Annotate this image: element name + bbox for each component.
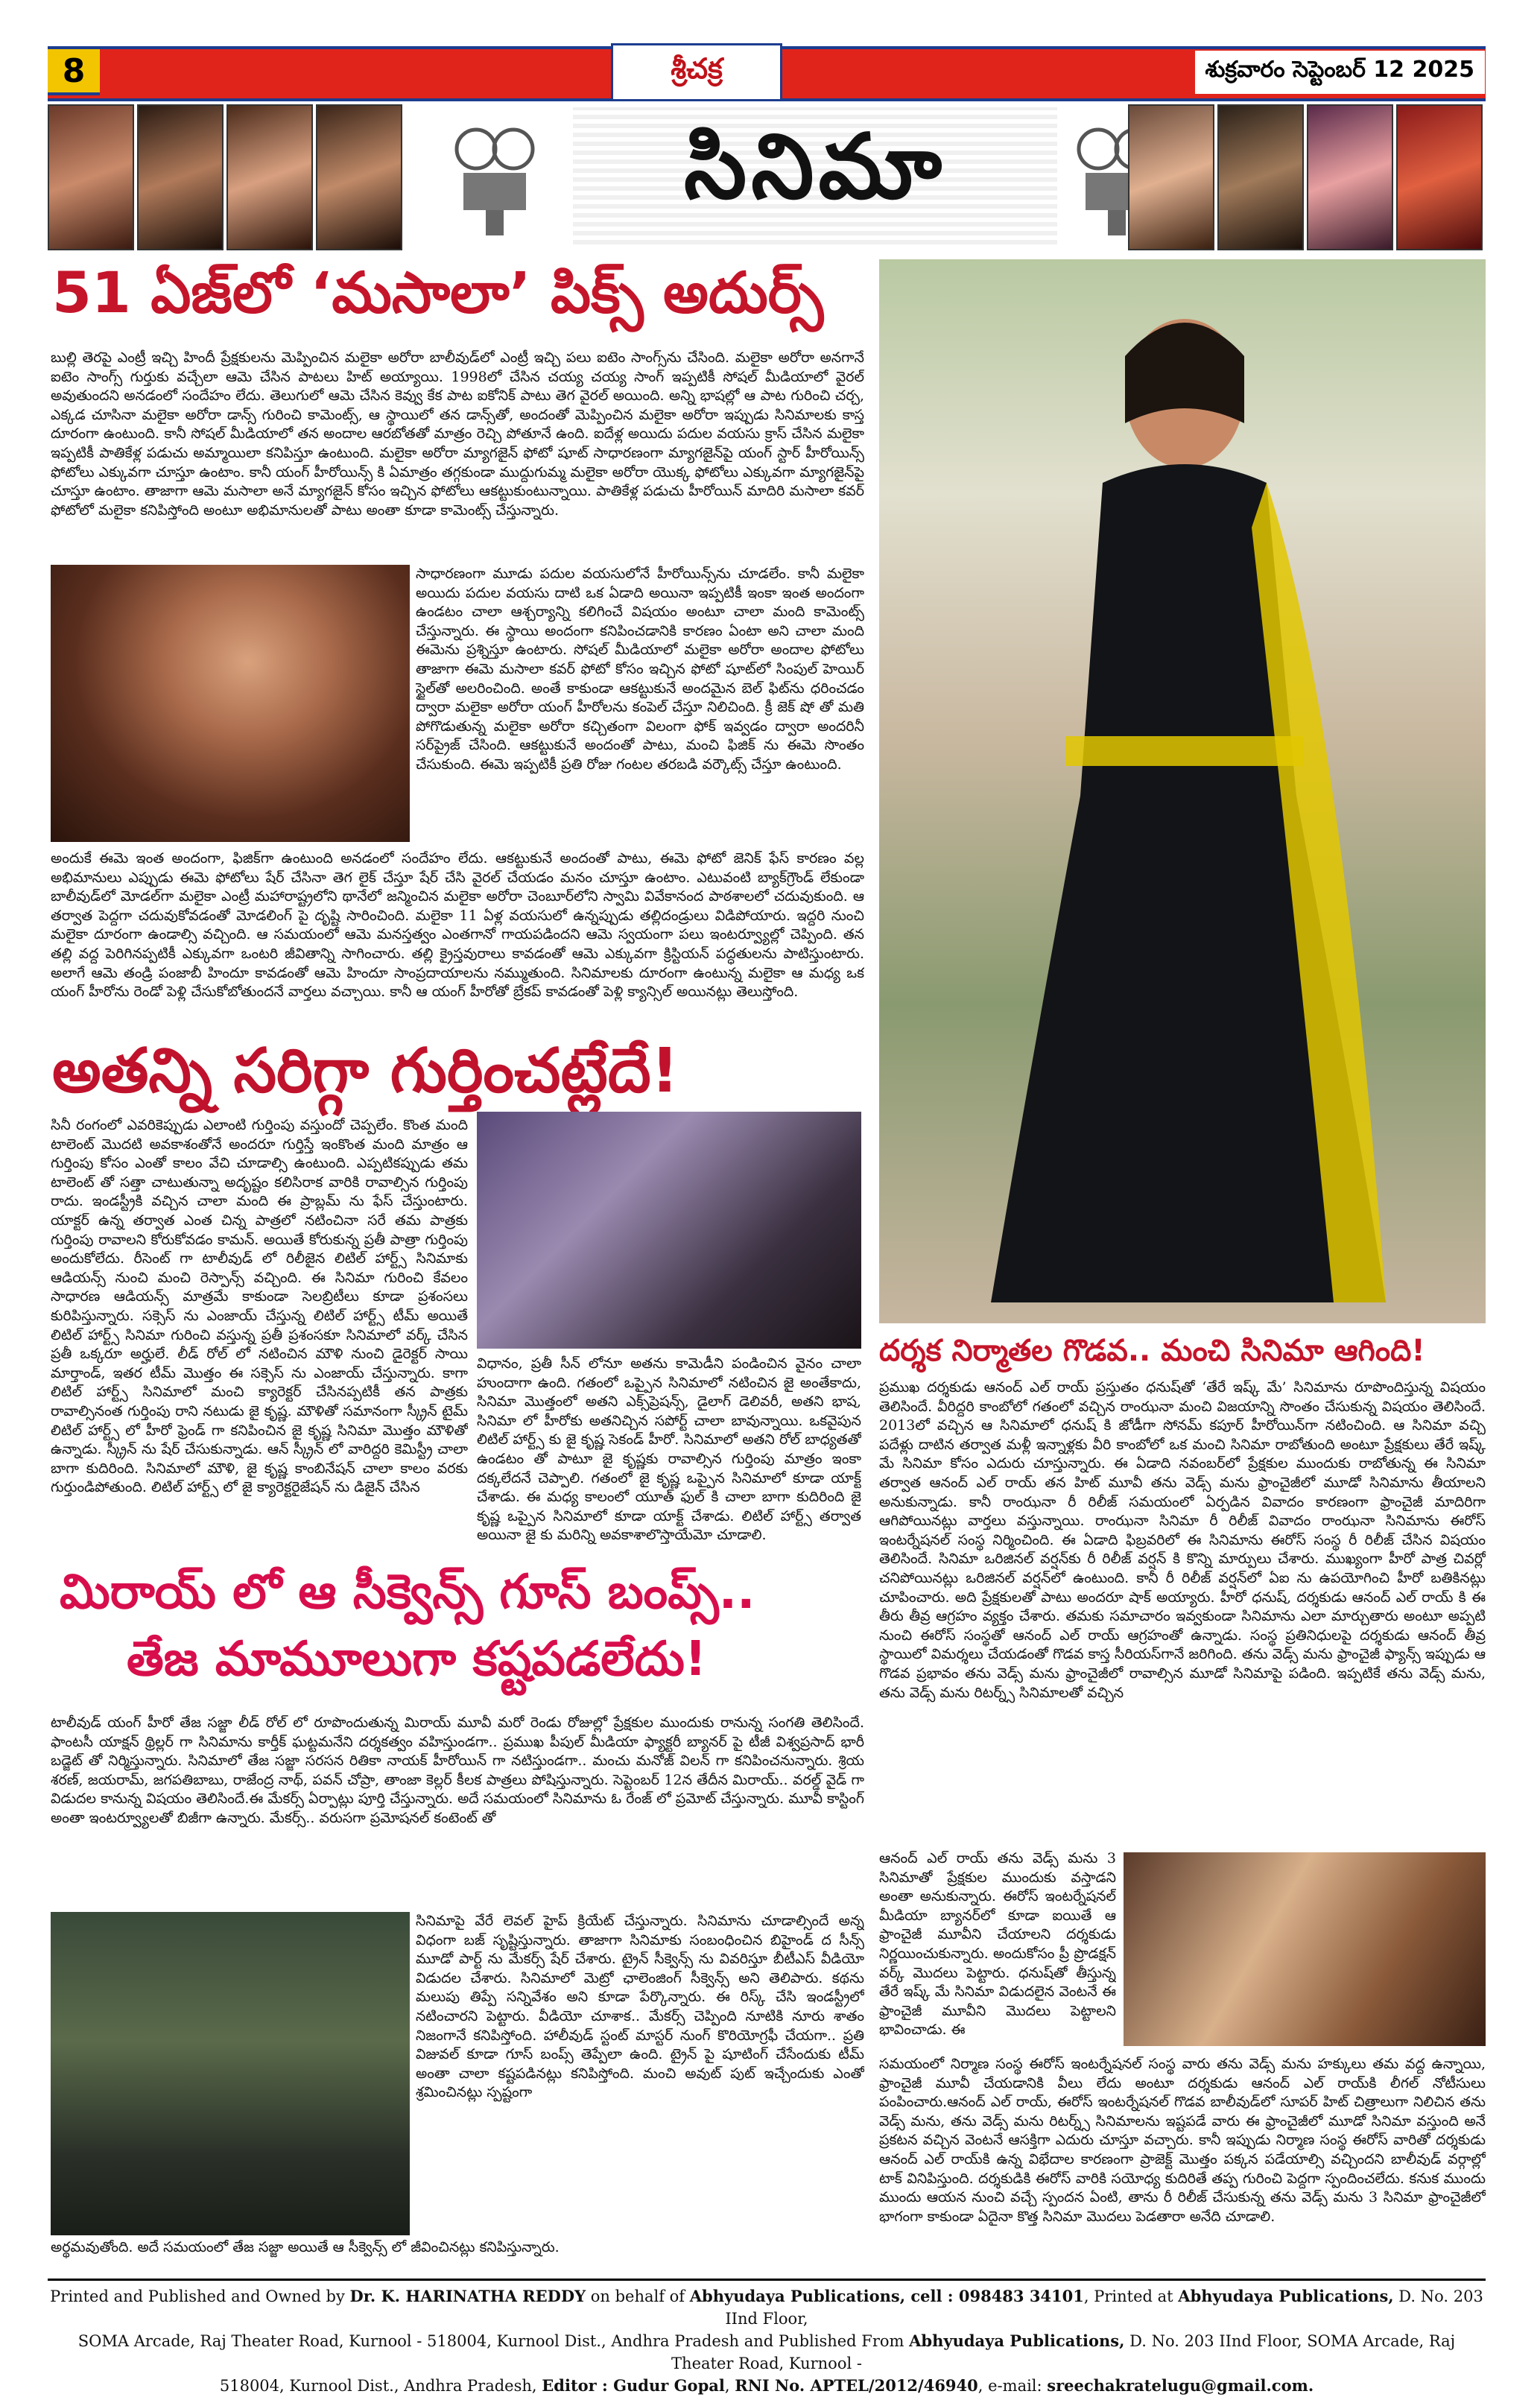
cinema-banner [48,104,1486,253]
cell-number: 098483 34101 [958,2287,1084,2305]
rni-number: RNI No. APTEL/2012/46940 [735,2376,978,2395]
couple-photo [1124,1852,1486,2046]
article-body: సాధారణంగా మూడు పదుల వయసులోనే హీరోయిన్స్‌ను చూడలేం. కానీ మలైకా అయిదు పదుల వయసు దాటి ఒక ఏడాది అయినా ఇప్పటికీ ఇంకా ఇంత అందంగా ఉండటం చాలా ఆశ్చర్యాన్ని కలిగించే విషయం అంటూ చాలా మంది కామెంట్స్ చేస్తున్నారు. ఈ స్థాయి అందంగా కనిపించడానికి కారణం ఏంటా అని చాలా మంది ఈమెను ప్రశ్నిస్తూ ఉంటారు. సోషల్ మీడియాలో మలైకా అరోరా అందాల ఫోటోలు తాజాగా ఈమె మసాలా కవర్ ఫోటో కోసం ఇచ్చిన ఫోటో షూట్‌లో సింపుల్ హెయిర్ స్టైల్‌తో అలరించింది. అంతే కాకుండా ఆకట్టుకునే అందమైన బెల్ ఫిట్‌ను ధరించడం ద్వారా మలైకా అరోరా యంగ్ హీరోలను కంపెల్ చేస్తూ నిలిచింది. క్రీ జెక్ షో తో మతి పోగొడుతున్న మలైకా అరోరా కచ్చితంగా విలంగా ఫోక్ ఇవ్వడం ద్వారా అందరినీ సర్‌ప్రైజ్ చేసింది. ఆకట్టుకునే అందంతో పాటు, మంచి ఫిజిక్ ను ఈమె సొంతం చేసుకుంది. ఈమె ఇప్పటికీ ప్రతి రోజు గంటల తరబడి వర్కౌట్స్ చేస్తూ ఉంటుంది. [416,566,864,773]
article-body: విధానం, ప్రతీ సీన్ లోనూ అతను కామెడీని పండించిన వైనం చాలా హుందాగా ఉంది. గతంలో ఒప్పైన సినిమాలో నటించిన జై అంతేకాదు, సినిమా మొత్తంలో అతని ఎక్స్‌ప్రెషన్స్, డైలాగ్ డెలివరీ, అతని భాష, సినిమా లో హీరోకు అతనిచ్చిన సపోర్ట్ చాలా బావున్నాయి. ఒకవైపున లిటిల్ హార్ట్స్ కు జై కృష్ణ సెకండ్ హీరో. సినిమాలో అతని రోల్ బాధ్యతతో ఉండటం తో పాటూ జై కృష్ణకు రావాల్సిన గుర్తింపు మాత్రం ఇంకా దక్కలేదనే చెప్పాలి. గతంలో జై కృష్ణ ఒప్పైన సినిమాలో కూడా యాక్ట్ చేశాడు. ఈ మధ్య కాలంలో యూత్ ఫుల్ కి చాలా బాగా కుదిరింది జై కృష్ణ ఒప్పైన సినిమాలో కూడా యాక్ట్ చేశాడు. లిటిల్ హార్ట్స్ తర్వాత అయినా జై కు మరిన్ని అవకాశాలొస్తాయేమో చూడాలి. [477,1355,861,1544]
imprint-text: SOMA Arcade, Raj Theater Road, Kurnool - 518004, Kurnool Dist., Andhra Pradesh and Published From [77,2332,910,2350]
article-body: సినీ రంగంలో ఎవరికెప్పుడు ఎలాంటి గుర్తింపు వస్తుందో చెప్పలేం. కొంత మంది టాలెంట్ మొదటి అవకాశంతోనే అందరూ గుర్తిస్తే ఇంకొంత మంది మాత్రం ఆ గుర్తింపు కోసం ఎంతో కాలం వేచి చూడాల్సి ఉంటుంది. ఎప్పటికప్పుడు తమ టాలెంట్ తో సత్తా చాటుతున్నా అదృష్టం కలిసిరాక వారికి రావాల్సిన గుర్తింపు రాదు. ఇండస్ట్రీకి వచ్చిన చాలా మంది ఈ ప్రాబ్లమ్ ను ఫేస్ చేస్తుంటారు. యాక్టర్ ఉన్న తర్వాత ఎంత చిన్న పాత్రలో నటించినా సరే తమ పాత్రకు గుర్తింపు రావాలని కోరుకోవడం కామన్. అయితే కోరుకున్న ప్రతీ పాత్రా గుర్తింపు అందుకోలేదు. రీసెంట్ గా టాలీవుడ్ లో రిలీజైన లిటిల్ హార్ట్స్ సినిమాకు ఆడియన్స్ నుంచి మంచి రెస్పాన్స్ వచ్చింది. ఈ సినిమా గురించి కేవలం సాధారణ ఆడియన్స్ మాత్రమే కాకుండా సెలబ్రిటీలు కూడా ప్రశంసలు కురిపిస్తున్నారు. సక్సెస్ ను ఎంజాయ్ చేస్తున్న లిటిల్ హార్ట్స్ టీమ్ అయితే లిటిల్ హార్ట్స్ సినిమా గురించి వస్తున్న ప్రతీ ప్రశంసకూ సినిమాలో వర్క్ చేసిన ప్రతీ ఒక్కరూ అర్హులే. లీడ్ రోల్ లో నటించిన మౌళి నుంచి డైరెక్టర్ సాయి మార్తాండ్, ఇతర టీమ్ మొత్తం ఈ సక్సెస్ ను ఎంజాయ్ చేస్తున్నారు. కాగా లిటిల్ హార్ట్స్ సినిమాలో మంచి క్యారెక్టర్ చేసినప్పటికీ తన పాత్రకు రావాల్సినంత గుర్తింపు రాని నటుడు జై కృష్ణ. మౌళితో సమానంగా స్క్రీన్ టైమ్ లిటిల్ హార్ట్స్ లో హీరో ఫ్రెండ్ గా కనిపించిన జై కృష్ణ సినిమా మొత్తం మౌళితో ఉన్నాడు. స్క్రీన్ ను షేర్ చేసుకున్నాడు. ఆన్ స్క్రీన్ లో వారిద్దరి కెమిస్ట్రీ చాలా బాగా కుదిరింది. సినిమాలో మౌళి, జై కృష్ణ కాంబినేషన్ చాలా కాలం వరకు గుర్తుండిపోతుంది. లిటిల్ హార్ట్స్ లో జై క్యారెక్టరైజేషన్ ను డిజైన్ చేసిన [51,1117,468,1496]
star-photo [137,104,224,250]
article-photo [51,565,410,842]
article-body: అర్థమవుతోంది. అదే సమయంలో తేజ సజ్జా అయితే ఆ సీక్వెన్స్ లో జీవించినట్లు కనిపిస్తున్నారు. [51,2239,560,2255]
imprint-text: Printed and Published and Owned by [50,2287,350,2305]
star-photo [1217,104,1304,250]
star-photo [316,104,402,250]
star-photo [1128,104,1214,250]
imprint-text: , [724,2377,735,2395]
imprint-footer [48,2279,1486,2395]
imprint-text: D. No. 203 IInd Floor, [725,2287,1483,2328]
editor-name: Editor : Gudur Gopal [542,2376,725,2395]
article-body: ఆనంద్ ఎల్ రాయ్ తను వెడ్స్ మను 3 సినిమాతో ప్రేక్షకుల ముందుకు వస్తాడని అంతా అనుకున్నారు. ఈరోస్ ఇంటర్నేషనల్ మీడియా బ్యానర్‌లో కూడా ఐయితే ఆ ఫ్రాంచైజీ మూవీని చేయాలని దర్శకుడు నిర్ణయించుకున్నారు. అందుకోసం ప్రీ ప్రొడక్షన్ వర్క్ మొదలు పెట్టారు. ధనుష్‌తో తీస్తున్న తేరే ఇష్క్ మే సినిమా విడుదలైన వెంటనే ఈ ఫ్రాంచైజీ మూవీని మొదలు పెట్టాలని భావించాడు. ఈ [879,1850,1116,2039]
actress-photo [879,259,1486,1323]
star-photo [48,104,134,250]
masthead-logo: శ్రీచక్ర [611,43,782,101]
publisher-name: Abhyudaya Publications, [909,2331,1125,2350]
imprint-text: on behalf of [586,2287,690,2305]
star-photo [1396,104,1483,250]
article-body: టాలీవుడ్ యంగ్ హీరో తేజ సజ్జా లీడ్ రోల్ లో రూపొందుతున్న మిరాయ్ మూవీ మరో రెండు రోజుల్లో ప్రేక్షకుల ముందుకు రానున్న సంగతి తెలిసిందే. ఫాంటసీ యాక్షన్ థ్రిల్లర్ గా సినిమాను కార్తీక్ ఘట్టమనేని దర్శకత్వం వహిస్తుండగా.. ప్రముఖ పీపుల్ మీడియా ఫ్యాక్టరీ బ్యానర్ పై టీజీ విశ్వప్రసాద్ భారీ బడ్జెట్ తో నిర్మిస్తున్నారు. సినిమాలో తేజ సజ్జా సరసన రితికా నాయక్ హీరోయిన్ గా నటిస్తుండగా.. మంచు మనోజ్ విలన్ గా కనిపించనున్నారు. శ్రియ శరణ్, జయరామ్, జగపతిబాబు, రాజేంద్ర నాథ్, పవన్ చోప్రా, తాంజా కెల్లర్ కీలక పాత్రలు పోషిస్తున్నారు. సెప్టెంబర్ 12న తేదీన మిరాయ్.. వరల్డ్ వైడ్ గా విడుదల కానున్న విషయం తెలిసిందే.ఈ మేకర్స్ ఏర్పాట్లు పూర్తి చేస్తున్నారు. అదే సమయంలో సినిమాను ఓ రేంజ్ లో ప్రమోట్ చేస్తున్నారు. మూవీ కాస్టింగ్ అంతా ఇంటర్వ్యూలతో బిజీగా ఉన్నారు. మేకర్స్.. వరుసగా ప్రమోషనల్ కంటెంట్ తో [51,1714,864,1826]
article-body: సమయంలో నిర్మాణ సంస్థ ఈరోస్ ఇంటర్నేషనల్ సంస్థ వారు తను వెడ్స్ మను హక్కులు తమ వద్ద ఉన్నాయి, ఫ్రాంచైజీ మూవీ చేయడానికి వీలు లేదు అంటూ దర్శకుడు ఆనంద్ ఎల్ రాయ్‌కి లీగల్ నోటీసులు పంపించారు.ఆనంద్ ఎల్ రాయ్, ఈరోస్ ఇంటర్నేషనల్ గొడవ బాలీవుడ్‌లో సూపర్ హిట్ చిత్రాలుగా నిలిచిన తను వెడ్స్ మను, తను వెడ్స్ మను రిటర్న్స్ సినిమాలను ఇష్టపడే వారు ఈ ఫ్రాంచైజీలో మూడో సినిమా వస్తుంది అనే ప్రకటన వచ్చిన వెంటనే ఆసక్తిగా ఎదురు చూస్తూ వచ్చారు. కానీ ఇప్పుడు నిర్మాణ సంస్థ ఈరోస్ వారితో దర్శకుడు ఆనంద్ ఎల్ రాయ్‌కి ఉన్న విభేదాల కారణంగా ప్రాజెక్ట్ మొత్తం పక్కన పడేయాల్సి వచ్చిందని బాలీవుడ్ వర్గాల్లో టాక్ వినిపిస్తుంది. దర్శకుడికి ఈరోస్ వారికి సయోధ్య కుదిరితే తప్ప గురించి పెద్దగా స్పందించలేదు. కనుక ముందు ముందు ఆయన నుంచి వచ్చే స్పందన ఏంటి, తాను రీ రిలీజ్ చేసుకున్న తను వెడ్స్ మను 3 సినిమా ఫ్రాంచైజీలో భాగంగా కాకుండా ఏదైనా కొత్త సినిమా మొదలు పెడతారా అనేది చూడాలి. [879,2056,1486,2225]
imprint-line-1 [48,2285,1486,2330]
event-photo [477,1112,861,1349]
imprint-text: 518004, Kurnool Dist., Andhra Pradesh, [219,2377,542,2395]
section-title: సినిమా [573,107,1057,249]
star-photo [226,104,313,250]
publisher-name: Abhyudaya Publications, [1178,2287,1394,2305]
owner-name: Dr. K. HARINATHA REDDY [349,2287,586,2305]
article-headline: 51 ఏజ్‌లో ‘మసాలా’ పిక్స్ అదుర్స్ [52,259,824,326]
article-body: సినిమాపై వేరే లెవల్ హైప్ క్రియేట్ చేస్తున్నారు. సినిమాను చూడాల్సిందే అన్న విధంగా బజ్ సృష్టిస్తున్నారు. తాజాగా సినిమాకు సంబంధించిన బిహైండ్ ద సీన్స్ మూడో పార్ట్ ను మేకర్స్ షేర్ చేశారు. ట్రైన్ సీక్వెన్స్ ను వివరిస్తూ బీటీఎస్ వీడియో విడుదల చేశారు. సినిమాలో మెట్రో ఛాలెంజింగ్ సీక్వెన్స్ అని తెలిపారు. కథను మలుపు తిప్పే సన్నివేశం అని కూడా పేర్కొన్నారు. ఈ రిస్క్ చేసి ఇండస్ట్రీలో నటించారని పెట్టారు. వీడియో చూశాక.. మేకర్స్ చెప్పింది నూటికి నూరు శాతం నిజంగానే కనిపిస్తోంది. హాలీవుడ్ స్టంట్ మాస్టర్ నుంగ్ కొరియోగ్రఫీ చేయగా.. ప్రతి విజువల్ కూడా గూస్ బంప్స్ తెప్పేలా ఉంది. ట్రైన్ పై షూటింగ్ చేసేందుకు టీమ్ అంతా చాలా కష్టపడినట్లు కనిపిస్తోంది. మంచి అవుట్ పుట్ ఇచ్చేందుకు ఎంతో శ్రమించినట్లు స్పష్టంగా [416,1913,864,2101]
star-photo [1307,104,1393,250]
train-stunt-photo [51,1912,410,2235]
page-number: 8 [48,46,100,95]
imprint-line-3 [48,2375,1486,2397]
film-projector-icon [450,119,539,238]
imprint-text: D. No. 203 IInd Floor, SOMA Arcade, Raj Theater Road, Kurnool - [671,2332,1456,2372]
article-headline: అతన్ని సరిగ్గా గుర్తించట్లేదే! [52,1036,679,1106]
imprint-text: , Printed at [1083,2287,1179,2305]
imprint-text: , e-mail: [977,2377,1048,2395]
imprint-line-2 [48,2330,1486,2375]
publisher-name: Abhyudaya Publications, cell : [689,2287,959,2305]
article-headline: తేజ మామూలుగా కష్టపడలేదు! [127,1632,707,1687]
email-address: sreechakratelugu@gmail.com. [1047,2376,1314,2395]
article-body: ప్రముఖ దర్శకుడు ఆనంద్ ఎల్ రాయ్ ప్రస్తుతం ధనుష్‌తో ‘తేరే ఇష్క్ మే’ సినిమాను రూపొందిస్తున్న విషయం తెలిసిందే. వీరిద్దరి కాంబోలో గతంలో వచ్చిన రాంఝనా మంచి విజయాన్ని సొంతం చేసుకున్న విషయం తెలిసిందే. 2013లో వచ్చిన ఆ సినిమాలో ధనుష్ కి జోడీగా సోనమ్ కపూర్ హీరోయిన్‌గా నటించింది. ఆ సినిమా వచ్చి పదేళ్లు దాటిన తర్వాత మళ్లీ ఇన్నాళ్లకు వీరి కాంబోలో ఒక మంచి సినిమా రాబోతుంది అంటూ ప్రేక్షకులు తేరే ఇష్క్ మే సినిమా కోసం ఎదురు చూస్తున్నారు. ఈ ఏడాది నవంబర్‌లో ప్రేక్షకుల ముందుకు రాబోతున్న ఈ సినిమా తర్వాత ఆనంద్ ఎల్ రాయ్ తన హిట్ మూవీ తను వెడ్స్ మను ఫ్రాంచైజీలో మూడో సినిమాను తీయాలని అనుకున్నాడు. కానీ రాంఝనా రీ రిలీజ్ సమయంలో ఏర్పడిన వివాదం కారణంగా ఫ్రాంచైజీ మాదిరిగా ఆగిపోయినట్లు వార్తలు వస్తున్నాయి. రాంఝనా సినిమా రీ రిలీజ్ వివాదం రాంఝనా సినిమాను ఈరోస్ ఇంటర్నేషనల్ సంస్థ నిర్మించింది. ఈ ఏడాది ఫిబ్రవరిలో ఈ సినిమాను ఈరోస్ సంస్థ రీ రిలీజ్ చేసిన విషయం తెలిసిందే. సినిమా ఒరిజినల్ వర్షన్‌కు రీ రిలీజ్ వర్షన్ కి కొన్ని మార్పులు చేశారు. ముఖ్యంగా హీరో పాత్ర చివర్లో చనిపోయినట్లు ఒరిజినల్ వర్షన్‌లో ఉంటుంది. కానీ రీ రిలీజ్ వర్షన్‌లో ఏఐ ను ఉపయోగించి హీరో బతికినట్లు చూపించారు. అది ప్రేక్షకులతో పాటు అందరూ షాక్ అయ్యారు. హీరో ధనుష్, దర్శకుడు ఆనంద్ ఎల్ రాయ్ కి ఈ తీరు తీవ్ర ఆగ్రహం వ్యక్తం చేశారు. తమకు సమాచారం ఇవ్వకుండా సినిమాను ఎలా మార్చుతారు అంటూ అప్పటి నుంచి ఈరోస్ సంస్థతో ఆనంద్ ఎల్ రాయ్ ఆగ్రహంతో ఉన్నాడు. సంస్థ ప్రతినిధులపై దర్శకుడు ఆనంద్ తీవ్ర స్థాయిలో విమర్శలు చేయడంతో గొడవ కాస్త సీరియస్‌గానే జరిగింది. తను వెడ్స్ మను ఫ్రాంచైజీ ఫ్యాన్స్ ఇప్పుడు ఆ గొడవ ప్రభావం తను వెడ్స్ మను ఫ్రాంచైజీలో రావాల్సిన మూడో సినిమాపై పడింది. ఇప్పటికే తను వెడ్స్ మను, తను వెడ్స్ మను రిటర్న్స్ సినిమాలతో వచ్చిన [879,1379,1486,1701]
article-body: బుల్లి తెరపై ఎంట్రీ ఇచ్చి హిందీ ప్రేక్షకులను మెప్పించిన మలైకా అరోరా బాలీవుడ్‌లో ఎంట్రీ ఇచ్చి పలు ఐటెం సాంగ్స్‌ను చేసింది. మలైకా అరోరా అనగానే ఐటెం సాంగ్స్ గుర్తుకు వచ్చేలా ఆమె చేసిన పాటలు హిట్ అయ్యాయి. 1998లో చేసిన చయ్య చయ్య సాంగ్ ఇప్పటికీ సోషల్ మీడియాలో వైరల్ అవుతుందని అనడంలో సందేహం లేదు. తెలుగులో ఆమె చేసిన కెవ్వు కేక పాట ఐకోనిక్ పాటు తెగ వైరల్ అయింది. అన్ని భాషల్లో ఆ పాట గురించి చర్చ, ఎక్కడ చూసినా మలైకా అరోరా డాన్స్ గురించి కామెంట్స్, ఆ స్థాయిలో తన డాన్స్‌తో, అందంతో మెప్పించిన మలైకా అరోరా ఇప్పుడు సినిమాలకు కాస్త దూరంగా ఉంటుంది. కానీ సోషల్ మీడియాలో తన అందాల ఆరబోతతో మాత్రం రెచ్చి పోతూనే ఉంది. ఐదేళ్ల అయిదు పదుల వయసు క్రాస్ చేసిన మలైకా ఇప్పటికీ పాతికేళ్ల పడుచు అమ్మాయిలా కనిపిస్తూ ఉంటుంది. మలైకా అరోరా మ్యాగజైన్ ఫోటో షూట్ సాధారణంగా మ్యాగజైన్‌పై యంగ్ స్టార్ హీరోయిన్స్ ఫోటోలు ఎక్కువగా చూస్తూ ఉంటాం. కానీ యంగ్ హీరోయిన్స్ కి ఏమాత్రం తగ్గకుండా ముద్దుగుమ్మ మలైకా అరోరా యొక్క ఫోటోలు ఎక్కువగా మ్యాగజైన్‌పై చూస్తూ ఉంటాం. తాజాగా ఆమె మసాలా అనే మ్యాగజైన్ కోసం ఇచ్చిన ఫోటోలు ఆకట్టుకుంటున్నాయి. పాతికేళ్ల పడుచు హీరోయిన్ మాదిరి మసాలా కవర్ ఫోటోలో మలైకా కనిపిస్తోంది అంటూ అభిమానులతో పాటు అంతా కూడా కామెంట్స్ చేస్తున్నారు. [51,349,864,519]
article-headline: మిరాయ్ లో ఆ సీక్వెన్స్ గూస్ బంప్స్.. [60,1565,755,1620]
article-headline: దర్శక నిర్మాతల గొడవ.. మంచి సినిమా ఆగింది! [879,1334,1425,1368]
dateline: శుక్రవారం సెప్టెంబర్ 12 2025 [1195,51,1485,94]
article-body: అందుకే ఈమె ఇంత అందంగా, ఫిజిక్‌గా ఉంటుంది అనడంలో సందేహం లేదు. ఆకట్టుకునే అందంతో పాటు, ఈమె ఫోటో జెనిక్ ఫేస్ కారణం వల్ల అభిమానులు ఎప్పుడు ఈమె ఫోటోలు షేర్ చేసినా తెగ లైక్ చేస్తూ షేర్ చేసి వైరల్ చేయడం మనం చూస్తూ ఉంటాం. ఎటువంటి బ్యాక్‌గ్రౌండ్ లేకుండా బాలీవుడ్‌లో మోడల్‌గా మలైకా ఎంట్రీ మహారాష్ట్రలోని థానేలో జన్మించిన మలైకా అరోరా చెంబూర్‌లోని స్వామి వివేకానంద పాఠశాలలో చదువుకుంది. ఆ తర్వాత పెద్దగా చదువుకోవడంతో మోడలింగ్ పై దృష్టి సారించింది. మలైకా 11 ఏళ్ల వయసులో ఉన్నప్పుడు తల్లిదండ్రులు విడిపోయారు. ఇద్దరి నుంచి మలైకా దూరంగా ఉండాల్సి వచ్చింది. ఆ సమయంలో ఆమె మనస్తత్వం ఎంతగానో గాయపడిందని ఆమె స్వయంగా పలు ఇంటర్వ్యూల్లో చెప్పింది. తన తల్లి వద్ద పెరిగినప్పటికీ ఎక్కువగా ఒంటరి జీవితాన్ని సాగించారు. తల్లి క్రైస్తవురాలు కావడంతో ఆమె ఎక్కువగా క్రిస్టియన్ పద్ధతులను పాటిస్తుంటారు. అలాగే ఆమె తండ్రి పంజాబీ హిందూ కావడంతో ఆమె హిందూ సాంప్రదాయాలను నమ్ముతుంది. సినిమాలకు దూరంగా ఉంటున్న మలైకా ఆ మధ్య ఒక యంగ్ హీరోను రెండో పెళ్లి చేసుకోబోతుందనే వార్తలు వచ్చాయి. కానీ ఆ యంగ్ హీరోతో బ్రేకప్ కావడంతో పెళ్లి క్యాన్సిల్ అయినట్లు తెలుస్తోంది. [51,850,864,1001]
saree-figure-illustration [879,259,1486,1323]
